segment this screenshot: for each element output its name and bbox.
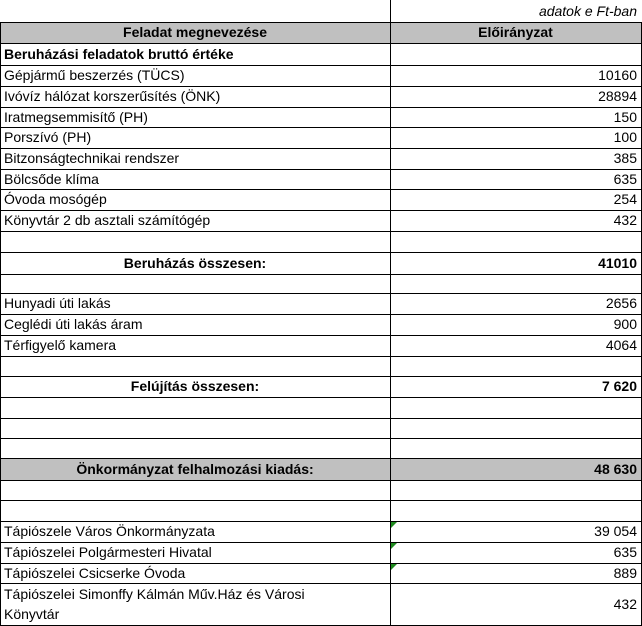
item-value[interactable]: 10160 <box>598 67 637 83</box>
grid-row-line <box>0 480 642 481</box>
grand-total-value[interactable]: 48 630 <box>594 461 637 477</box>
grid-row-line <box>0 210 642 211</box>
item-value[interactable]: 2656 <box>605 295 637 311</box>
table-row <box>0 335 642 356</box>
table-row <box>0 583 642 625</box>
item-name[interactable]: Gépjármű beszerzés (TÜCS) <box>4 67 185 83</box>
item-name[interactable]: Bölcsőde klíma <box>4 171 99 187</box>
institution-value[interactable]: 635 <box>613 544 637 560</box>
table-row <box>0 107 642 127</box>
item-name[interactable]: Porszívó (PH) <box>4 129 92 145</box>
grid-row-line <box>0 376 642 377</box>
item-name[interactable]: Ivóvíz hálózat korszerűsítés (ÖNK) <box>4 88 221 104</box>
grid-row-line <box>0 314 642 315</box>
grid-row-line <box>0 189 642 190</box>
item-value[interactable]: 150 <box>613 109 637 125</box>
table-row <box>0 314 642 335</box>
section-title-row <box>0 43 642 65</box>
grid-row-line <box>0 500 642 501</box>
institution-name[interactable]: Tápiószelei Polgármesteri Hivatal <box>4 544 212 560</box>
grid-row-line <box>0 335 642 336</box>
item-value[interactable]: 432 <box>613 212 637 228</box>
item-name[interactable]: Bitzonságtechnikai rendszer <box>4 150 180 166</box>
renovation-total-row <box>0 376 642 397</box>
table-row <box>0 189 642 210</box>
item-name[interactable]: Hunyadi úti lakás <box>4 295 111 311</box>
institution-value[interactable]: 889 <box>613 565 637 581</box>
institution-value[interactable]: 432 <box>613 596 637 612</box>
header-task-name[interactable]: Feladat megnevezése <box>123 24 267 40</box>
cell-comment-marker[interactable] <box>391 543 397 549</box>
section-title[interactable]: Beruházási feladatok bruttó értéke <box>4 46 234 62</box>
grid-row-line <box>0 252 642 253</box>
grid-row-line <box>0 542 642 543</box>
grid-row-line <box>0 169 642 170</box>
table-row <box>0 293 642 314</box>
investment-total-label[interactable]: Beruházás összesen: <box>123 255 267 271</box>
header-appropriation[interactable]: Előirányzat <box>478 24 553 40</box>
table-row <box>0 86 642 107</box>
item-value[interactable]: 635 <box>613 171 637 187</box>
grid-row-line <box>0 127 642 128</box>
table-row <box>0 542 642 563</box>
institution-name[interactable]: Tápiószelei Csicserke Óvoda <box>4 565 186 581</box>
grid-row-line <box>0 148 642 149</box>
grid-row-line <box>0 86 642 87</box>
renovation-total-label[interactable]: Felújítás összesen: <box>130 378 260 394</box>
unit-note-row <box>0 0 642 22</box>
investment-total-value[interactable]: 41010 <box>598 255 637 271</box>
table-row <box>0 169 642 189</box>
institution-name[interactable]: Tápiószelei Simonffy Kálmán Műv.Ház és Városi Könyvtár <box>4 586 305 622</box>
item-value[interactable]: 28894 <box>598 88 637 104</box>
item-value[interactable]: 4064 <box>605 337 637 353</box>
item-name[interactable]: Könyvtár 2 db asztali számítógép <box>4 212 211 228</box>
table-row <box>0 148 642 169</box>
item-value[interactable]: 385 <box>613 150 637 166</box>
investment-total-row <box>0 252 642 274</box>
item-value[interactable]: 900 <box>613 316 637 332</box>
grid-row-line <box>0 107 642 108</box>
table-row <box>0 521 642 542</box>
institution-name[interactable]: Tápiószele Város Önkormányzata <box>4 523 215 539</box>
header-row <box>0 22 642 43</box>
table-row <box>0 563 642 583</box>
grid-row-line <box>0 418 642 419</box>
grid-row-line <box>0 356 642 357</box>
table-row <box>0 127 642 148</box>
item-name[interactable]: Iratmegsemmisítő (PH) <box>4 109 148 125</box>
unit-note[interactable]: adatok e Ft-ban <box>538 3 637 19</box>
grid-row-line <box>0 65 642 66</box>
grand-total-label[interactable]: Önkormányzat felhalmozási kiadás: <box>76 461 314 477</box>
grid-row-line <box>0 521 642 522</box>
grid-row-line <box>0 231 642 232</box>
renovation-total-value[interactable]: 7 620 <box>601 378 637 394</box>
item-value[interactable]: 100 <box>613 129 637 145</box>
item-name[interactable]: Térfigyelő kamera <box>4 337 117 353</box>
item-name[interactable]: Óvoda mosógép <box>4 191 107 207</box>
grid-row-line <box>0 293 642 294</box>
cell-comment-marker[interactable] <box>391 522 397 528</box>
item-name[interactable]: Ceglédi úti lakás áram <box>4 316 143 332</box>
item-value[interactable]: 254 <box>613 191 637 207</box>
table-row <box>0 210 642 231</box>
grid-row-line <box>0 22 642 23</box>
cell-comment-marker[interactable] <box>391 564 397 570</box>
grand-total-row <box>0 458 642 480</box>
grid-row-line <box>0 43 642 44</box>
grid-row-line <box>0 563 642 564</box>
grid-row-line <box>0 583 642 584</box>
grid-row-line <box>0 274 642 275</box>
grid-row-line <box>0 397 642 398</box>
institution-value[interactable]: 39 054 <box>594 523 637 539</box>
grid-row-line <box>0 458 642 459</box>
grid-column-line <box>390 0 391 626</box>
table-row <box>0 65 642 86</box>
grid-row-line <box>0 438 642 439</box>
grid-column-line <box>0 22 1 626</box>
